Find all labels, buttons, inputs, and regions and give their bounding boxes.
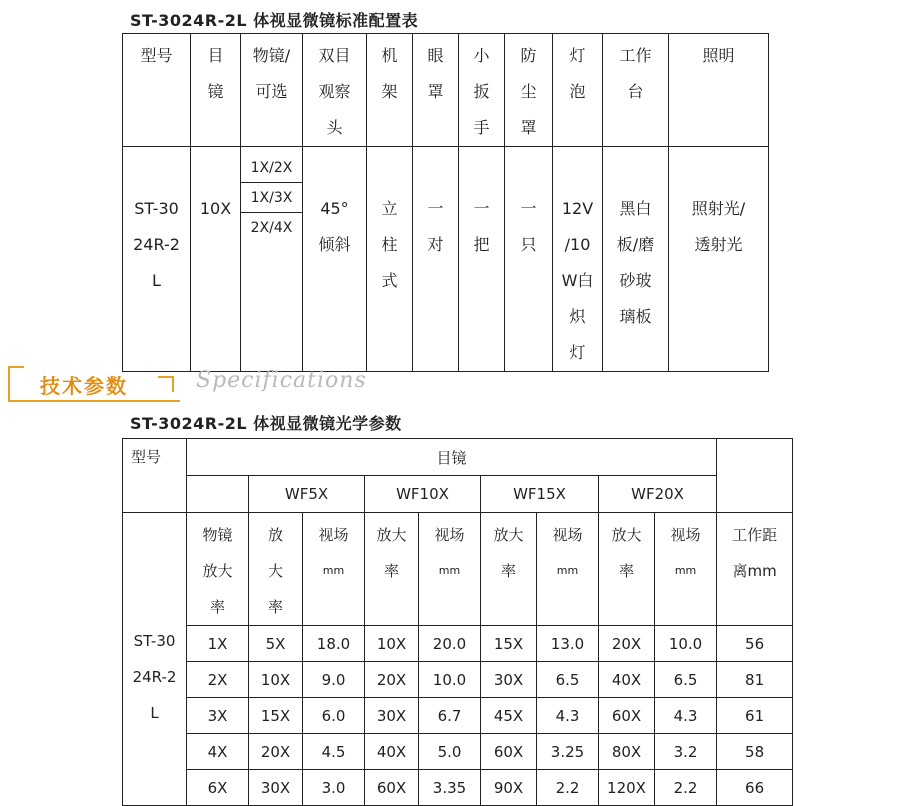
- header-fov-wf5x: 视场 mm: [303, 513, 365, 626]
- cell-stage: 黑白 板/磨 砂玻 璃板: [603, 147, 669, 372]
- cell-fov-wf5x: 9.0: [303, 662, 365, 698]
- cell-mag-wf5x: 30X: [249, 770, 303, 806]
- cell-binocular-head: 45° 倾斜: [303, 147, 367, 372]
- cell-fov-wf10x: 6.7: [419, 698, 481, 734]
- optical-parameters-table: [122, 438, 793, 806]
- cell-mag-wf20x: 80X: [599, 734, 655, 770]
- cell-fov-wf5x: 4.5: [303, 734, 365, 770]
- cell-fov-wf10x: 3.35: [419, 770, 481, 806]
- cell-fov-wf20x: 3.2: [655, 734, 717, 770]
- cell-lighting: 照射光/ 透射光: [669, 147, 769, 372]
- header-magnification-wf20x: 放大 率: [599, 513, 655, 626]
- cell-mag-wf15x: 30X: [481, 662, 537, 698]
- cell-bulb: 12V /10 W白 炽 灯: [553, 147, 603, 372]
- cell-mag-wf20x: 60X: [599, 698, 655, 734]
- cell-dust-cover: 一 只: [505, 147, 553, 372]
- cell-fov-wf5x: 18.0: [303, 626, 365, 662]
- cell-mag-wf5x: 20X: [249, 734, 303, 770]
- cell-mag-wf15x: 45X: [481, 698, 537, 734]
- header-magnification-wf5x: 放 大 率: [249, 513, 303, 626]
- banner-title-en: Specifications: [196, 368, 367, 393]
- objective-option: 1X/2X: [241, 153, 302, 183]
- header-stage: 工作 台: [603, 34, 669, 147]
- cell-objective: 1X: [187, 626, 249, 662]
- cell-fov-wf20x: 2.2: [655, 770, 717, 806]
- header-working-distance: 工作距 离mm: [717, 513, 793, 626]
- table-row: [123, 662, 793, 698]
- cell-mag-wf20x: 20X: [599, 626, 655, 662]
- cell-mag-wf15x: 60X: [481, 734, 537, 770]
- cell-eyeshield: 一 对: [413, 147, 459, 372]
- cell-mag-wf10x: 60X: [365, 770, 419, 806]
- table-row: [123, 698, 793, 734]
- cell-fov-wf15x: 4.3: [537, 698, 599, 734]
- header-eyeshield: 眼 罩: [413, 34, 459, 147]
- cell-mag-wf10x: 20X: [365, 662, 419, 698]
- cell-model: ST-30 24R-2 L: [123, 513, 187, 806]
- table-row: [123, 626, 793, 662]
- config-table-title: ST-3024R-2L 体视显微镜标准配置表: [130, 11, 419, 30]
- header-eyepiece-wf5x: WF5X: [249, 476, 365, 513]
- header-magnification-wf10x: 放大 率: [365, 513, 419, 626]
- cell-fov-wf10x: 10.0: [419, 662, 481, 698]
- header-fov-wf20x: 视场 mm: [655, 513, 717, 626]
- table-row: [123, 734, 793, 770]
- header-fov-wf15x: 视场 mm: [537, 513, 599, 626]
- cell-objective: 6X: [187, 770, 249, 806]
- cell-fov-wf10x: 20.0: [419, 626, 481, 662]
- cell-fov-wf5x: 3.0: [303, 770, 365, 806]
- cell-mag-wf10x: 40X: [365, 734, 419, 770]
- header-model: 型号: [123, 439, 187, 513]
- banner-title-cn: 技术参数: [40, 374, 128, 398]
- header-eyepiece-wf10x: WF10X: [365, 476, 481, 513]
- cell-working-distance: 66: [717, 770, 793, 806]
- header-lighting: 照明: [669, 34, 769, 147]
- cell-mag-wf15x: 90X: [481, 770, 537, 806]
- header-magnification-wf15x: 放大 率: [481, 513, 537, 626]
- cell-working-distance: 81: [717, 662, 793, 698]
- cell-mag-wf5x: 15X: [249, 698, 303, 734]
- cell-eyepiece: 10X: [191, 147, 241, 372]
- cell-stand: 立 柱 式: [367, 147, 413, 372]
- cell-working-distance: 61: [717, 698, 793, 734]
- specifications-banner: [8, 366, 367, 402]
- cell-model: ST-30 24R-2 L: [123, 147, 191, 372]
- cell-fov-wf15x: 3.25: [537, 734, 599, 770]
- header-objective-magnification: 物镜 放大 率: [187, 513, 249, 626]
- cell-objectives: [241, 147, 303, 372]
- cell-objective: 2X: [187, 662, 249, 698]
- table-row: [123, 770, 793, 806]
- cell-mag-wf10x: 30X: [365, 698, 419, 734]
- cell-fov-wf20x: 6.5: [655, 662, 717, 698]
- header-eyepiece-wf15x: WF15X: [481, 476, 599, 513]
- header-eyepiece-wf20x: WF20X: [599, 476, 717, 513]
- cell-objective: 4X: [187, 734, 249, 770]
- cell-fov-wf5x: 6.0: [303, 698, 365, 734]
- cell-mag-wf15x: 15X: [481, 626, 537, 662]
- cell-mag-wf5x: 5X: [249, 626, 303, 662]
- cell-mag-wf20x: 40X: [599, 662, 655, 698]
- banner-corner-ornament: [158, 376, 174, 392]
- header-objective: 物镜/ 可选: [241, 34, 303, 147]
- cell-objective: 3X: [187, 698, 249, 734]
- header-bulb: 灯 泡: [553, 34, 603, 147]
- header-eyepiece: 目 镜: [191, 34, 241, 147]
- header-dust-cover: 防 尘 罩: [505, 34, 553, 147]
- cell-mag-wf5x: 10X: [249, 662, 303, 698]
- header-wrench: 小 扳 手: [459, 34, 505, 147]
- cell-working-distance: 58: [717, 734, 793, 770]
- cell-fov-wf15x: 6.5: [537, 662, 599, 698]
- header-empty: [717, 439, 793, 513]
- banner-corner-ornament: [8, 366, 24, 382]
- header-stand: 机 架: [367, 34, 413, 147]
- objective-option: 2X/4X: [250, 220, 293, 236]
- header-fov-wf10x: 视场 mm: [419, 513, 481, 626]
- cell-fov-wf15x: 13.0: [537, 626, 599, 662]
- optical-table-title: ST-3024R-2L 体视显微镜光学参数: [130, 414, 402, 433]
- cell-fov-wf15x: 2.2: [537, 770, 599, 806]
- cell-mag-wf10x: 10X: [365, 626, 419, 662]
- cell-fov-wf20x: 4.3: [655, 698, 717, 734]
- header-binocular-head: 双目 观察 头: [303, 34, 367, 147]
- cell-mag-wf20x: 120X: [599, 770, 655, 806]
- header-model: 型号: [123, 34, 191, 147]
- cell-fov-wf20x: 10.0: [655, 626, 717, 662]
- cell-fov-wf10x: 5.0: [419, 734, 481, 770]
- cell-working-distance: 56: [717, 626, 793, 662]
- header-blank: [187, 476, 249, 513]
- standard-config-table: [122, 33, 769, 372]
- objective-option: 1X/3X: [241, 183, 302, 213]
- cell-wrench: 一 把: [459, 147, 505, 372]
- header-eyepiece-group: 目镜: [187, 439, 717, 476]
